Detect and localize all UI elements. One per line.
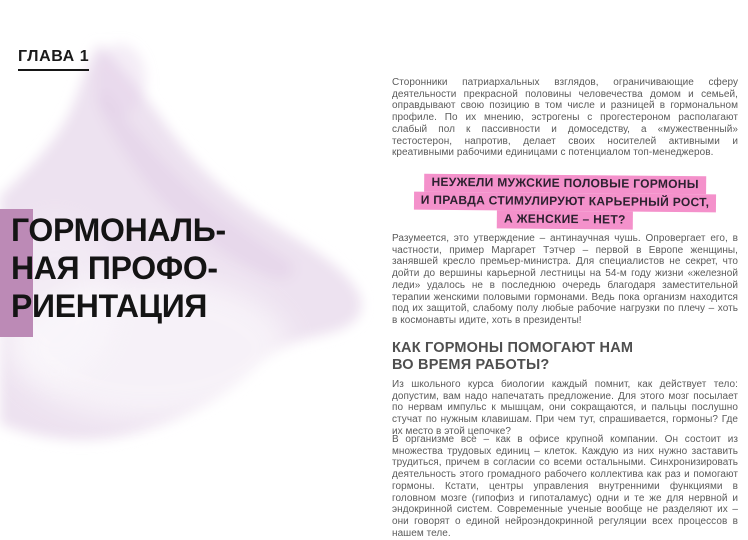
organism-paragraph: В организме все – как в офисе крупной компании. Он состоит из множества трудовых единиц – клеток. Каждую из них нужно заставить трудиться, причем в согласии со всеми остальными. Синхронизировать деятельность этого громадного рабочего коллектива как раз и помогают гормоны. Кстати, центры управления внутренними функциями в головном мозге (гипофиз и гипоталамус) одни и те же для нервной и эндокринной систем. Современные ученые вообще не разделяют их – они говорят о единой нейроэндокринной регуляции всех процессов в нашем теле. — [392, 434, 738, 539]
response-paragraph: Разумеется, это утверждение – антинаучная чушь. Опровергает его, в частности, пример Маргарет Тэтчер – первой в Европе женщины, занявшей кресло премьер-министра. Для специалистов не секрет, что дойти до вершины карьерной лестницы на 54-м году жизни «железной леди» удалось не в последнюю очередь благодаря заместительной терапии женскими половыми гормонами. Ведь пока организм находится под их защитой, слабому полу любые рабочие нагрузки по плечу – хоть в космонавты идите, хоть в президенты! — [392, 233, 738, 326]
right-page — [392, 0, 738, 540]
section-heading-line-1: КАК ГОРМОНЫ ПОМОГАЮТ НАМ — [392, 340, 634, 356]
wash-dense-spot — [94, 44, 146, 116]
pull-quote — [392, 173, 738, 230]
title-line-2: НАЯ ПРОФО- — [11, 250, 218, 286]
section-heading-line-2: ВО ВРЕМЯ РАБОТЫ? — [392, 357, 550, 373]
biology-paragraph: Из школьного курса биологии каждый помнит, как действует тело: допустим, вам надо напечатать предложение. Для этого мозг посылает по нервам импульс к мышцам, они сокращаются, и пальцы послушно стучат по нужным клавишам. При чем тут, спрашивается, гормоны? Где их место в этой цепочке? — [392, 379, 738, 437]
intro-paragraph: Сторонники патриархальных взглядов, ограничивающие сферу деятельности прекрасной половины человечества домом и семьей, оправдывают свою позицию в том числе и разницей в гормональном профиле. По их мнению, эстрогены с прогестероном располагают слабый пол к пассивности и домоседству, а «мужественный» тестостерон, напротив, делает своих носителей активными и креативными рабочими единицами с потенциалом топ-менеджеров. — [392, 77, 738, 159]
chapter-title — [11, 211, 226, 325]
pull-quote-line-3: А ЖЕНСКИЕ – НЕТ? — [497, 210, 633, 229]
pull-quote-line-1: НЕУЖЕЛИ МУЖСКИЕ ПОЛОВЫЕ ГОРМОНЫ — [424, 174, 706, 194]
pull-quote-row — [392, 209, 738, 230]
chapter-label: ГЛАВА 1 — [18, 48, 89, 71]
section-heading — [392, 340, 633, 374]
title-line-1: ГОРМОНАЛЬ- — [11, 212, 226, 248]
pull-quote-row — [392, 191, 738, 212]
title-line-3: РИЕНТАЦИЯ — [11, 288, 208, 324]
pull-quote-line-2: И ПРАВДА СТИМУЛИРУЮТ КАРЬЕРНЫЙ РОСТ, — [414, 192, 717, 213]
